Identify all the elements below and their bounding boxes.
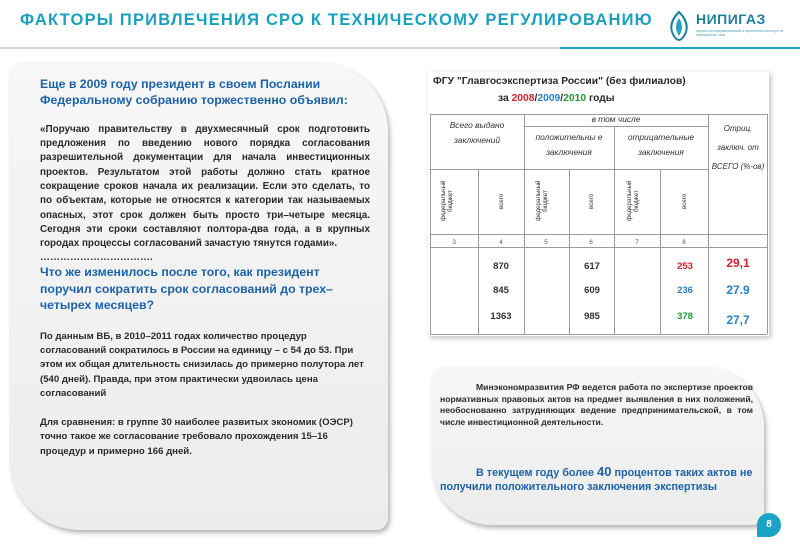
- world-bank-paragraph: По данным ВБ, в 2010–2011 годах количество процедур согласований сократилось в России на единицу – с 54 до 53. При этом их общая длительность снизилась до примерно полутора лет (540 дней). Правда, при этом практически удвоилась цена согласований: [40, 330, 364, 399]
- subheader-federal-budget: федеральный бюджет: [626, 180, 640, 222]
- column-number: 8: [682, 239, 686, 246]
- logo-subtitle: научно-исследовательский и проектный институт по переработке газа: [696, 29, 784, 38]
- year-2009: 2009: [537, 93, 561, 104]
- table-cell-share: 29,1: [726, 256, 750, 270]
- column-number: 7: [635, 239, 639, 246]
- table-title: ФГУ "Главгосэкспертиза России" (без филиалов): [433, 76, 686, 87]
- highlight-number: 40: [596, 464, 612, 479]
- logo-name: НИПИГАЗ: [696, 11, 766, 27]
- question-heading: Что же изменилось после того, как президент поручил сократить срок согласований до трех–четырех месяцев?: [40, 265, 333, 313]
- header-including: в том числе: [591, 114, 641, 124]
- page-title: ФАКТОРЫ ПРИВЛЕЧЕНИЯ СРО К ТЕХНИЧЕСКОМУ РЕГУЛИРОВАНИЮ: [20, 11, 653, 29]
- logo-icon: [666, 10, 692, 42]
- header-positive: положительны е заключения: [535, 132, 603, 157]
- table-period: за 2008/2009/2010 годы: [498, 93, 615, 104]
- table-rule: [660, 169, 661, 334]
- president-quote: «Поручаю правительству в двухмесячный срок подготовить предложения по введению нового порядка согласования разрешительной документации для начала инвестиционных проектов. Результатом этой работы должно стать кратное сокращение сроков начала их реализации. Если это сделать, то по объектам, которые не относятся к категории так называемых опасных, этот срок должен быть просто три–четыре месяца. Сегодня эти сроки составляют полтора-два года, а в крупных городах процессы согласований зачастую тянутся годами».: [40, 123, 370, 250]
- table-cell-positive: 985: [584, 311, 600, 322]
- table-cell-negative: 253: [677, 261, 693, 272]
- year-2008: 2008: [511, 93, 535, 104]
- ministry-paragraph: Минэкономразвития РФ ведется работа по экспертизе проектов нормативных правовых актов на предмет выявления в них положений, необоснованно затрудняющих ведение предпринимательской, в том числе инвестиционной деятельности.: [440, 382, 753, 427]
- header-divider-grey: [0, 47, 560, 49]
- table-rule: [430, 334, 767, 335]
- company-logo: [666, 9, 794, 45]
- table-rule: [708, 114, 709, 334]
- highlight-paragraph: В текущем году более 40 процентов таких актов не получили положительного заключения экспертизы: [440, 464, 753, 493]
- table-cell-positive: 609: [584, 285, 600, 296]
- table-cell-share: 27.9: [726, 283, 750, 297]
- table-cell-negative: 236: [677, 285, 693, 296]
- ellipsis-dots: …………………………….: [40, 252, 153, 264]
- oecd-comparison-paragraph: Для сравнения: в группе 30 наиболее развитых экономик (ОЭСР) точно такое же согласование требовало прохождения 15–16 процедур и примерно 166 дней.: [40, 417, 353, 457]
- page-number-badge: 8: [757, 513, 781, 537]
- subheader-total: всего: [681, 193, 688, 209]
- table-rule: [478, 169, 479, 334]
- column-number: 6: [589, 239, 593, 246]
- table-cell-total: 1363: [490, 311, 512, 322]
- left-card-content: [40, 76, 370, 459]
- table-cell-share: 27,7: [726, 313, 750, 327]
- table-cell-total: 845: [493, 285, 509, 296]
- table-rule: [430, 247, 767, 248]
- column-number: 3: [452, 239, 456, 246]
- glavgosexpertiza-table: [428, 72, 769, 336]
- subheader-federal-budget: федеральный бюджет: [440, 180, 454, 222]
- subheader-federal-budget: федеральный бюджет: [535, 180, 549, 222]
- header-total-issued: Всего выдано заключений: [449, 120, 505, 145]
- year-2010: 2010: [563, 93, 587, 104]
- header-negative-share: Отриц. заключ. от ВСЕГО (%-ов): [711, 124, 765, 171]
- table-cell-total: 870: [493, 261, 509, 272]
- column-number: 5: [544, 239, 548, 246]
- table-cell-negative: 378: [677, 311, 693, 322]
- table-cell-positive: 617: [584, 261, 600, 272]
- table-rule: [569, 169, 570, 334]
- table-rule: [767, 114, 768, 334]
- subheader-total: всего: [498, 193, 505, 209]
- header-negative: отрицательные заключения: [627, 132, 695, 157]
- president-message-heading: Еще в 2009 году президент в своем Послании Федеральному собранию торжественно объявил:: [40, 77, 348, 108]
- header-divider-teal: [560, 47, 800, 49]
- column-number: 4: [499, 239, 503, 246]
- table-rule: [430, 234, 767, 235]
- subheader-total: всего: [588, 193, 595, 209]
